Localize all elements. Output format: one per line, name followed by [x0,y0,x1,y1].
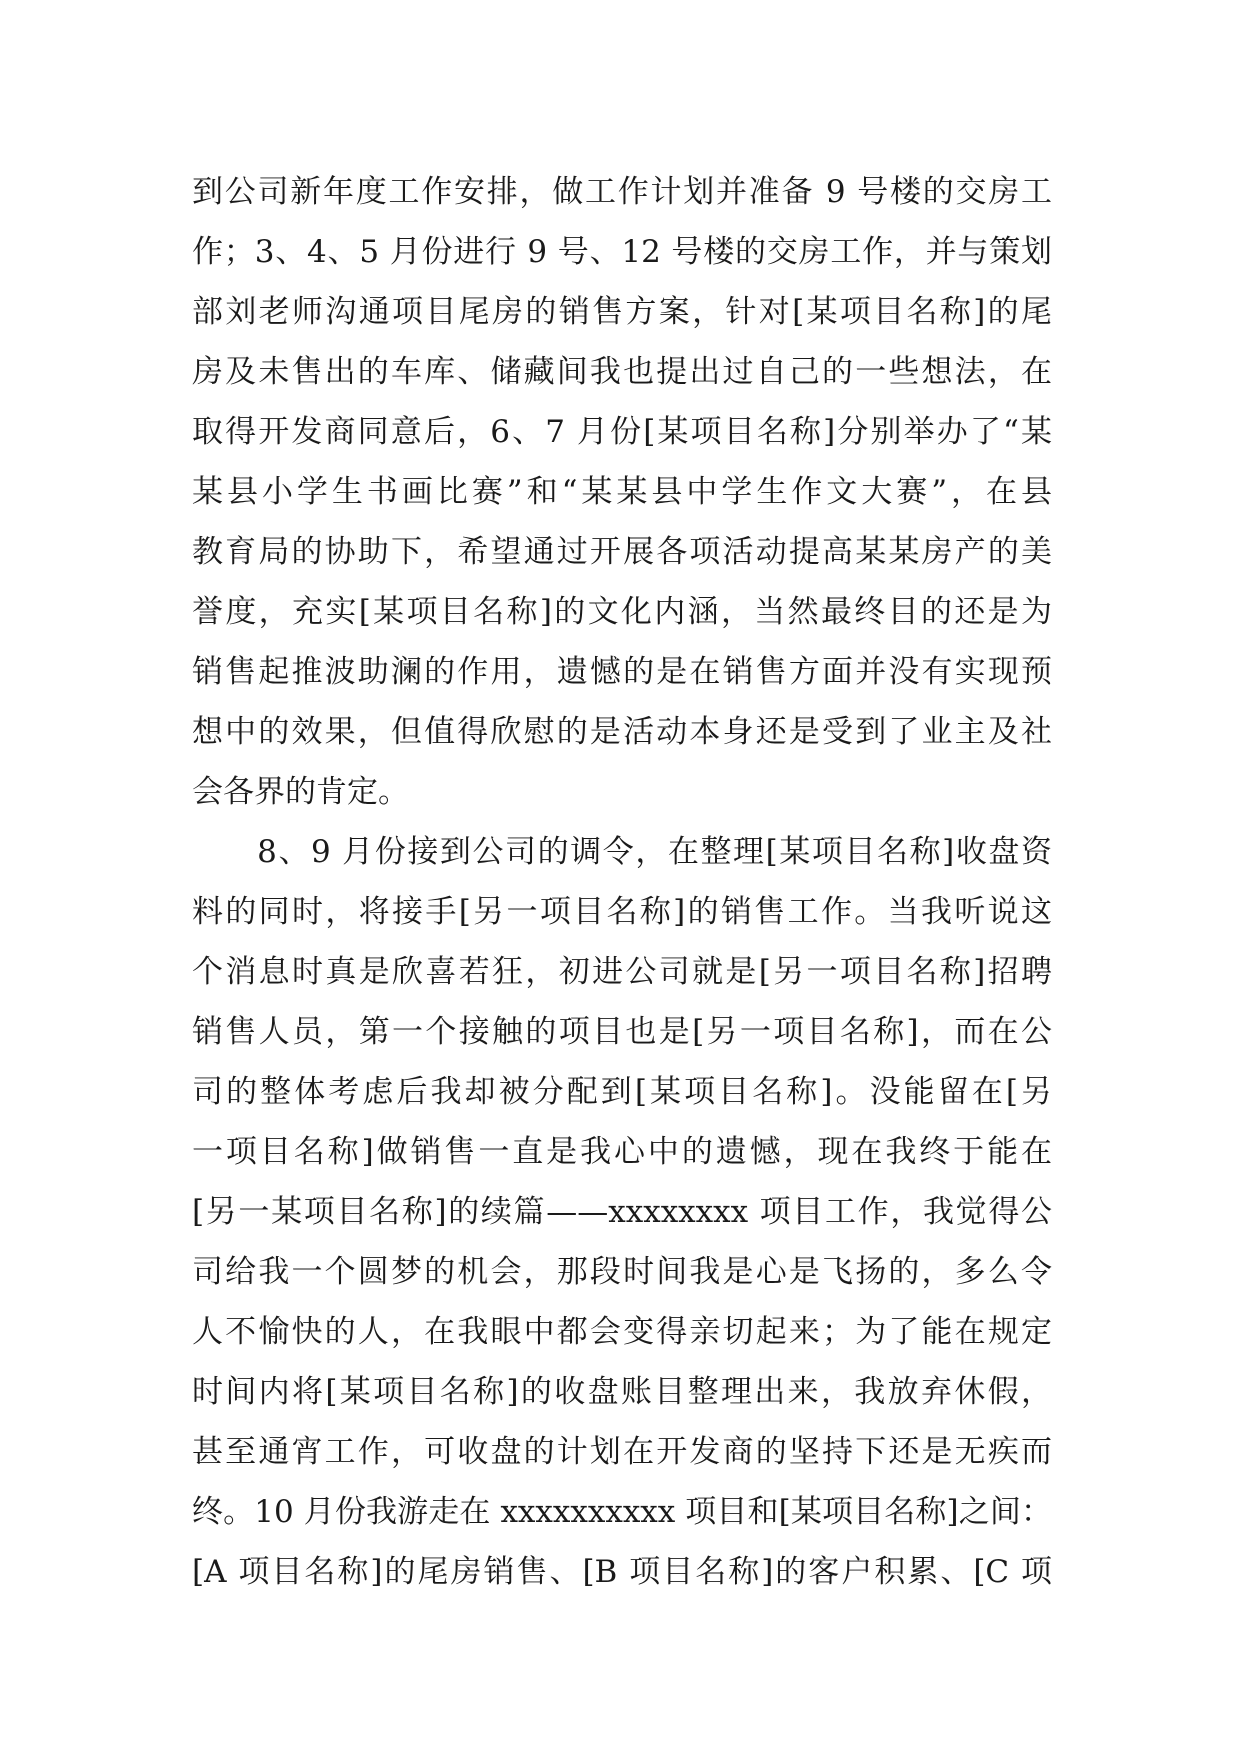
text-line: 时间内将[某项目名称]的收盘账目整理出来，我放弃休假， [192,1374,1052,1410]
text-line: 房及未售出的车库、储藏间我也提出过自己的一些想法，在 [192,354,1052,390]
paragraph-end-line: 会各界的肯定。 [192,774,409,810]
text-line: 部刘老师沟通项目尾房的销售方案，针对[某项目名称]的尾 [192,294,1052,330]
text-line: 终。10 月份我游走在 xxxxxxxxxx 项目和[某项目名称]之间： [192,1494,1052,1530]
text-line: 甚至通宵工作，可收盘的计划在开发商的坚持下还是无疾而 [192,1434,1052,1470]
text-line: 个消息时真是欣喜若狂，初进公司就是[另一项目名称]招聘 [192,954,1052,990]
text-line: 销售起推波助澜的作用，遗憾的是在销售方面并没有实现预 [192,654,1052,690]
text-line: 一项目名称]做销售一直是我心中的遗憾，现在我终于能在 [192,1134,1052,1170]
body-text [192,162,1052,1602]
text-line: [A 项目名称]的尾房销售、[B 项目名称]的客户积累、[C 项 [192,1554,1052,1590]
text-line: 到公司新年度工作安排，做工作计划并准备 9 号楼的交房工 [192,174,1052,210]
text-line: [另一某项目名称]的续篇——xxxxxxxx 项目工作，我觉得公 [192,1194,1052,1230]
text-line: 司给我一个圆梦的机会，那段时间我是心是飞扬的，多么令 [192,1254,1052,1290]
text-line: 人不愉快的人，在我眼中都会变得亲切起来；为了能在规定 [192,1314,1052,1350]
text-line: 作；3、4、5 月份进行 9 号、12 号楼的交房工作，并与策划 [192,234,1052,270]
text-line: 司的整体考虑后我却被分配到[某项目名称]。没能留在[另 [192,1074,1052,1110]
text-line: 教育局的协助下，希望通过开展各项活动提高某某房产的美 [192,534,1052,570]
text-line: 想中的效果，但值得欣慰的是活动本身还是受到了业主及社 [192,714,1052,750]
text-line: 销售人员，第一个接触的项目也是[另一项目名称]，而在公 [192,1014,1052,1050]
text-line: 誉度，充实[某项目名称]的文化内涵，当然最终目的还是为 [192,594,1052,630]
text-line: 8、9 月份接到公司的调令，在整理[某项目名称]收盘资 [192,834,1052,870]
text-line: 料的同时，将接手[另一项目名称]的销售工作。当我听说这 [192,894,1052,930]
text-line: 取得开发商同意后，6、7 月份[某项目名称]分别举办了“某 [192,414,1052,450]
text-line: 某县小学生书画比赛”和“某某县中学生作文大赛”，在县 [192,474,1052,510]
